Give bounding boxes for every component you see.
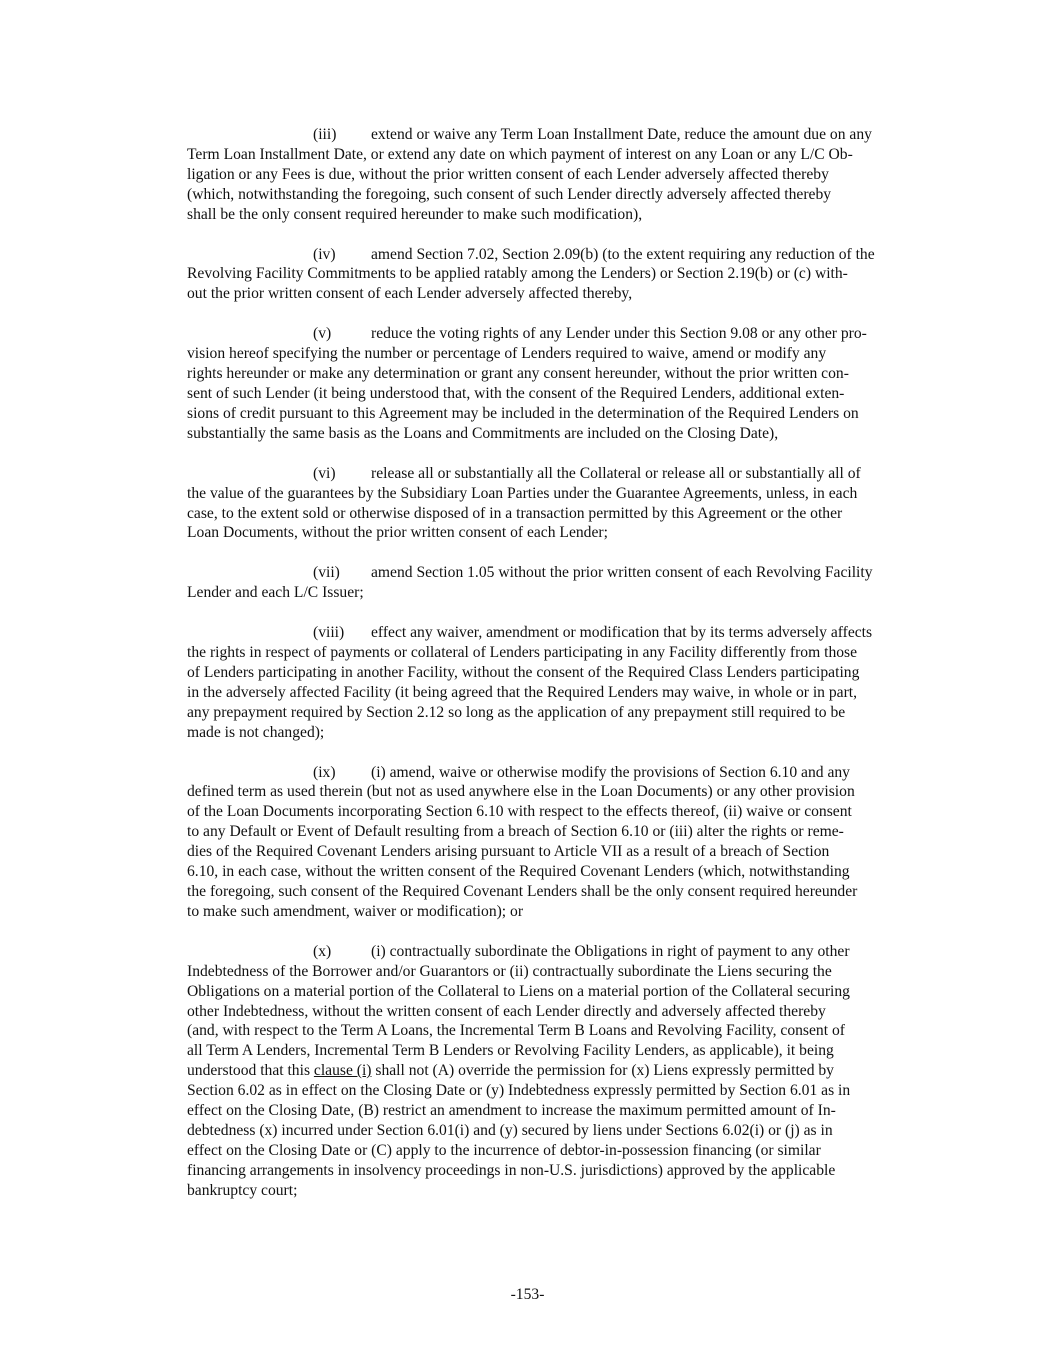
paragraph-line: rights hereunder or make any determination or grant any consent hereunder, without the prior written con- — [187, 365, 849, 383]
paragraph-line: shall be the only consent required hereunder to make such modification), — [187, 205, 643, 223]
paragraph-line: case, to the extent sold or otherwise disposed of in a transaction permitted by this Agreement or the other — [187, 504, 843, 522]
paragraph-line: bankruptcy court; — [187, 1181, 298, 1199]
paragraph-line: Section 6.02 as in effect on the Closing Date or (y) Indebtedness expressly permitted by Section 6.01 as in — [187, 1082, 851, 1100]
paragraph-line: effect on the Closing Date or (C) apply to the incurrence of debtor-in-possession financing (or similar — [187, 1141, 821, 1159]
paragraph-line: 6.10, in each case, without the written consent of the Required Covenant Lenders (which, notwithstanding — [187, 863, 850, 881]
paragraph-number: (x) — [313, 942, 332, 960]
paragraph-number: (iv) — [313, 245, 336, 263]
paragraph-line: to any Default or Event of Default resulting from a breach of Section 6.10 or (iii) alter the rights or reme- — [187, 823, 844, 841]
paragraph-line: Loan Documents, without the prior written consent of each Lender; — [187, 524, 608, 542]
paragraph-line: other Indebtedness, without the written consent of each Lender directly and adversely affected thereby — [187, 1002, 826, 1020]
paragraph-line: defined term as used therein (but not as used anywhere else in the Loan Documents) or any other provision — [187, 783, 855, 801]
document-body — [187, 125, 932, 1221]
paragraph-line: (and, with respect to the Term A Loans, the Incremental Term B Loans and Revolving Facility, consent of — [187, 1022, 845, 1040]
paragraph-line: financing arrangements in insolvency proceedings in non-U.S. jurisdictions) approved by the applicable — [187, 1161, 836, 1179]
paragraph-line: of the Loan Documents incorporating Section 6.10 with respect to the effects thereof, (ii) waive or consent — [187, 803, 852, 821]
paragraph-line: all Term A Lenders, Incremental Term B Lenders or Revolving Facility Lenders, as applicable), it being — [187, 1042, 834, 1060]
paragraph-line: (i) amend, waive or otherwise modify the provisions of Section 6.10 and any — [371, 763, 850, 781]
paragraph-number: (vii) — [313, 564, 340, 582]
paragraph-line: made is not changed); — [187, 723, 325, 741]
paragraph-iii — [187, 125, 932, 225]
page-number: -153- — [510, 1286, 545, 1303]
paragraph-line: in the adversely affected Facility (it being agreed that the Required Lenders may waive, in whole or in part, — [187, 683, 858, 701]
paragraph-line: the rights in respect of payments or collateral of Lenders participating in any Facility differently from those — [187, 644, 858, 662]
paragraph-line: vision hereof specifying the number or percentage of Lenders required to waive, amend or modify any — [187, 345, 827, 363]
paragraph-line: sent of such Lender (it being understood that, with the consent of the Required Lenders, additional exten- — [187, 384, 845, 402]
paragraph-viii — [187, 623, 932, 742]
paragraph-line: release all or substantially all the Collateral or release all or substantially all of — [371, 464, 861, 482]
paragraph-vii — [187, 563, 932, 603]
paragraph-line: reduce the voting rights of any Lender under this Section 9.08 or any other pro- — [371, 325, 867, 343]
paragraph-line: any prepayment required by Section 2.12 so long as the application of any prepayment still required to be — [187, 703, 846, 721]
paragraph-number: (viii) — [313, 624, 345, 642]
paragraph-line: ligation or any Fees is due, without the prior written consent of each Lender adversely affected thereby — [187, 165, 829, 183]
paragraph-number: (ix) — [313, 763, 336, 781]
paragraph-line: Revolving Facility Commitments to be applied ratably among the Lenders) or Section 2.19(b) or (c) with- — [187, 265, 848, 283]
paragraph-line: dies of the Required Covenant Lenders arising pursuant to Article VII as a result of a breach of Section — [187, 843, 830, 861]
paragraph-line: (i) contractually subordinate the Obligations in right of payment to any other — [371, 942, 850, 960]
paragraph-line: of Lenders participating in another Facility, without the consent of the Required Class Lenders participating — [187, 663, 860, 681]
paragraph-line: debtedness (x) incurred under Section 6.01(i) and (y) secured by liens under Sections 6.02(i) or (j) as in — [187, 1121, 833, 1139]
paragraph-line — [187, 1061, 932, 1081]
paragraph-line: effect on the Closing Date, (B) restrict an amendment to increase the maximum permitted amount of In- — [187, 1102, 836, 1120]
paragraph-ix — [187, 763, 932, 922]
paragraph-line: Term Loan Installment Date, or extend any date on which payment of interest on any Loan or any L/C Ob- — [187, 145, 853, 163]
paragraph-line: Indebtedness of the Borrower and/or Guarantors or (ii) contractually subordinate the Liens securing the — [187, 962, 832, 980]
paragraph-line: Obligations on a material portion of the Collateral to Liens on a material portion of the Collateral securing — [187, 982, 850, 1000]
paragraph-line: substantially the same basis as the Loans and Commitments are included on the Closing Date), — [187, 424, 779, 442]
paragraph-line: amend Section 1.05 without the prior written consent of each Revolving Facility — [371, 564, 873, 582]
paragraph-line: the foregoing, such consent of the Required Covenant Lenders shall be the only consent required hereunder — [187, 883, 858, 900]
paragraph-line: sions of credit pursuant to this Agreement may be included in the determination of the Required Lenders on — [187, 404, 859, 422]
paragraph-number: (v) — [313, 325, 332, 343]
paragraph-vi — [187, 464, 932, 544]
paragraph-line: extend or waive any Term Loan Installment Date, reduce the amount due on any — [371, 126, 872, 143]
paragraph-line: (which, notwithstanding the foregoing, such consent of such Lender directly adversely affected thereby — [187, 185, 832, 203]
paragraph-iv — [187, 245, 932, 305]
paragraph-v — [187, 324, 932, 443]
paragraph-x — [187, 942, 932, 1201]
paragraph-line: amend Section 7.02, Section 2.09(b) (to the extent requiring any reduction of the — [371, 245, 875, 263]
paragraph-line: the value of the guarantees by the Subsidiary Loan Parties under the Guarantee Agreements, unless, in each — [187, 484, 858, 502]
clause-reference: clause (i) — [313, 1062, 372, 1080]
paragraph-number: (vi) — [313, 464, 336, 482]
paragraph-line: Lender and each L/C Issuer; — [187, 584, 364, 602]
paragraph-line: to make such amendment, waiver or modification); or — [187, 902, 524, 920]
line-text: shall not (A) override the permission for (x) Liens expressly permitted by — [371, 1062, 834, 1080]
paragraph-line: effect any waiver, amendment or modification that by its terms adversely affects — [371, 624, 873, 642]
paragraph-line: out the prior written consent of each Lender adversely affected thereby, — [187, 285, 633, 303]
line-text: understood that this — [187, 1062, 314, 1080]
paragraph-number: (iii) — [313, 126, 337, 143]
